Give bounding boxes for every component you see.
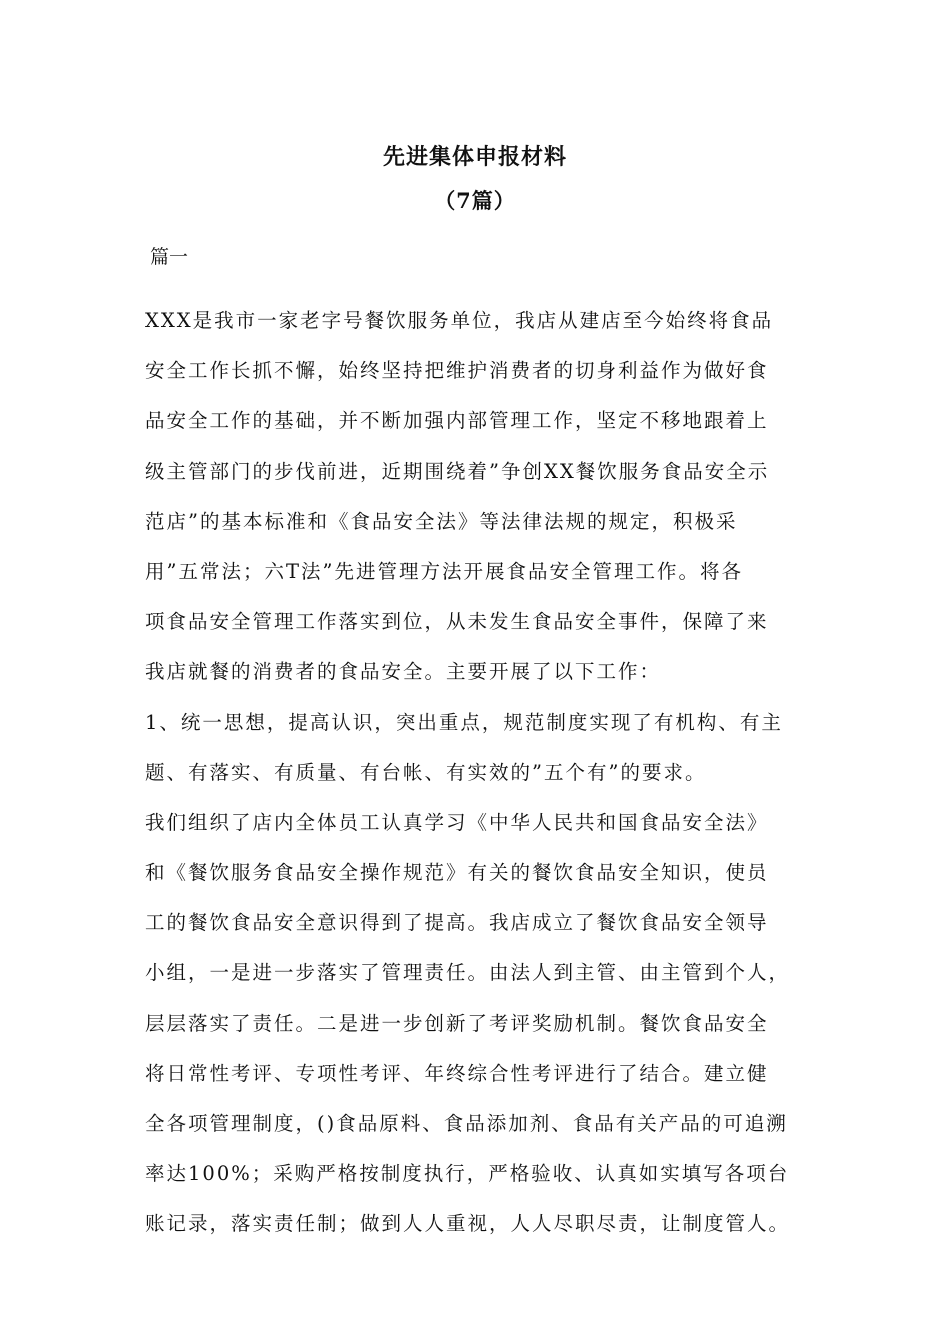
text-line: 1、统一思想，提高认识，突出重点，规范制度实现了有机构、有主: [145, 710, 783, 734]
section-label: 篇一: [150, 246, 189, 268]
text-line: 小组，一是进一步落实了管理责任。由法人到主管、由主管到个人，: [145, 961, 791, 985]
text-line: 工的餐饮食品安全意识得到了提高。我店成立了餐饮食品安全领导: [145, 911, 769, 935]
text-line: XXX是我市一家老字号餐饮服务单位，我店从建店至今始终将食品: [145, 309, 774, 332]
text-line: 品安全工作的基础，并不断加强内部管理工作，坚定不移地跟着上: [145, 409, 769, 433]
body-text: [145, 296, 810, 1250]
text-line: 层层落实了责任。二是进一步创新了考评奖励机制。餐饮食品安全: [145, 1011, 769, 1035]
text-line: 我店就餐的消费者的食品安全。主要开展了以下工作：: [145, 660, 662, 684]
text-line: 我们组织了店内全体员工认真学习《中华人民共和国食品安全法》: [145, 810, 769, 834]
text-line: 和《餐饮服务食品安全操作规范》有关的餐饮食品安全知识，使员: [145, 861, 769, 885]
text-line: 用”五常法；六T法”先进管理方法开展食品安全管理工作。将各: [145, 559, 743, 583]
text-line: 安全工作长抓不懈，始终坚持把维护消费者的切身利益作为做好食: [145, 359, 769, 383]
text-line: 级主管部门的步伐前进，近期围绕着”争创XX餐饮服务食品安全示: [145, 459, 770, 483]
text-line: 范店”的基本标准和《食品安全法》等法律法规的规定，积极采: [145, 509, 738, 533]
text-line: 全各项管理制度，()食品原料、食品添加剂、食品有关产品的可追溯: [145, 1112, 788, 1135]
text-line: 率达100%；采购严格按制度执行，严格验收、认真如实填写各项台: [145, 1162, 790, 1186]
document-subtitle: （7篇）: [434, 188, 516, 213]
text-line: 项食品安全管理工作落实到位，从未发生食品安全事件，保障了来: [145, 610, 769, 634]
text-line: 账记录，落实责任制；做到人人重视，人人尽职尽责，让制度管人。: [145, 1212, 791, 1236]
document-title: 先进集体申报材料: [382, 144, 567, 170]
text-line: 将日常性考评、专项性考评、年终综合性考评进行了结合。建立健: [145, 1061, 769, 1085]
text-line: 题、有落实、有质量、有台帐、有实效的”五个有”的要求。: [145, 760, 707, 784]
